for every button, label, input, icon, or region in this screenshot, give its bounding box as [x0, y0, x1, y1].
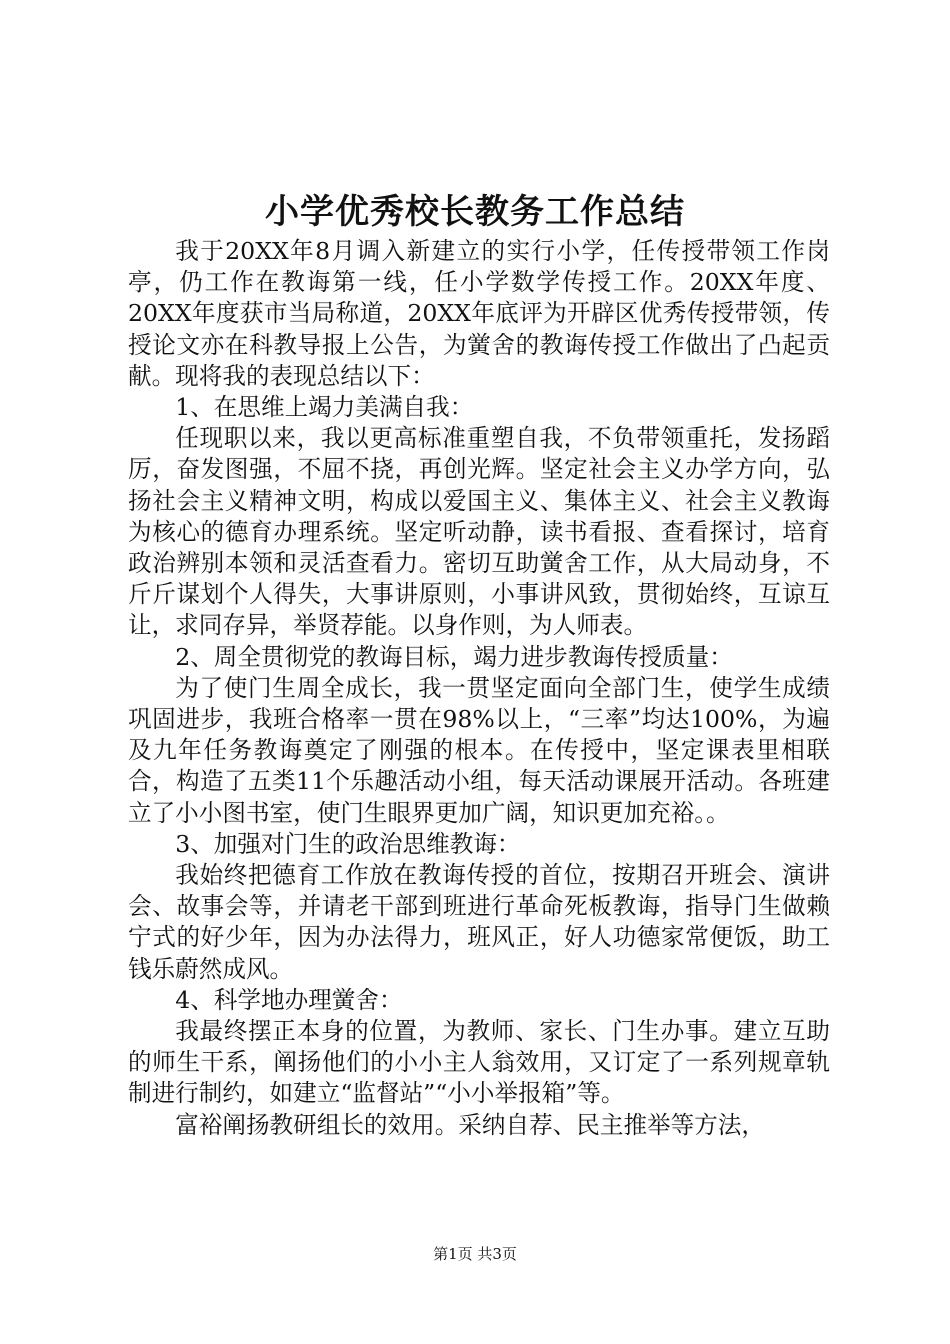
section-heading-2: 2、周全贯彻党的教诲目标，竭力进步教诲传授质量：	[175, 642, 733, 671]
document-body	[128, 236, 830, 1141]
paragraph-intro: 我于20XX年8月调入新建立的实行小学，任传授带领工作岗亭，仍工作在教诲第一线，任小学数学传授工作。20XX年度、20XX年度获市当局称道，20XX年底评为开辟区优秀传授带领，传授论文亦在科教导报上公告，为黉舍的教诲传授工作做出了凸起贡献。现将我的表现总结以下：	[128, 237, 830, 390]
page-footer: 第1页 共3页	[433, 1245, 517, 1263]
paragraph-2: 为了使门生周全成长，我一贯坚定面向全部门生，使学生成绩巩固进步，我班合格率一贯在98%以上，“三率”均达100%，为遍及九年任务教诲奠定了刚强的根本。在传授中，坚定课表里相联合，构造了五类11个乐趣活动小组，每天活动课展开活动。各班建立了小小图书室，使门生眼界更加广阔，知识更加充裕。。	[128, 673, 830, 827]
document-title: 小学优秀校长教务工作总结	[265, 192, 685, 232]
section-heading-1: 1、在思维上竭力美满自我：	[175, 393, 474, 422]
section-heading-4: 4、科学地办理黉舍：	[175, 985, 403, 1014]
paragraph-1: 任现职以来，我以更高标准重塑自我，不负带领重托，发扬蹈厉，奋发图强，不屈不挠，再创光辉。坚定社会主义办学方向，弘扬社会主义精神文明，构成以爱国主义、集体主义、社会主义教诲为核心的德育办理系统。坚定听动静，读书看报、查看探讨，培育政治辨别本领和灵活查看力。密切互助黉舍工作，从大局动身，不斤斤谋划个人得失，大事讲原则，小事讲风致，贯彻始终，互谅互让，求同存异，举贤荐能。以身作则，为人师表。	[128, 424, 830, 640]
paragraph-5: 富裕阐扬教研组长的效用。采纳自荐、民主推举等方法，	[175, 1110, 766, 1139]
paragraph-3: 我始终把德育工作放在教诲传授的首位，按期召开班会、演讲会、故事会等，并请老干部到班进行革命死板教诲，指导门生做赖宁式的好少年，因为办法得力，班风正，好人功德家常便饭，助工钱乐蔚然成风。	[128, 861, 830, 983]
paragraph-4: 我最终摆正本身的位置，为教师、家长、门生办事。建立互助的师生干系，阐扬他们的小小主人翁效用，又订定了一系列规章轨制进行制约，如建立“监督站”“小小举报箱”等。	[128, 1017, 830, 1108]
section-heading-3: 3、加强对门生的政治思维教诲：	[175, 829, 521, 858]
